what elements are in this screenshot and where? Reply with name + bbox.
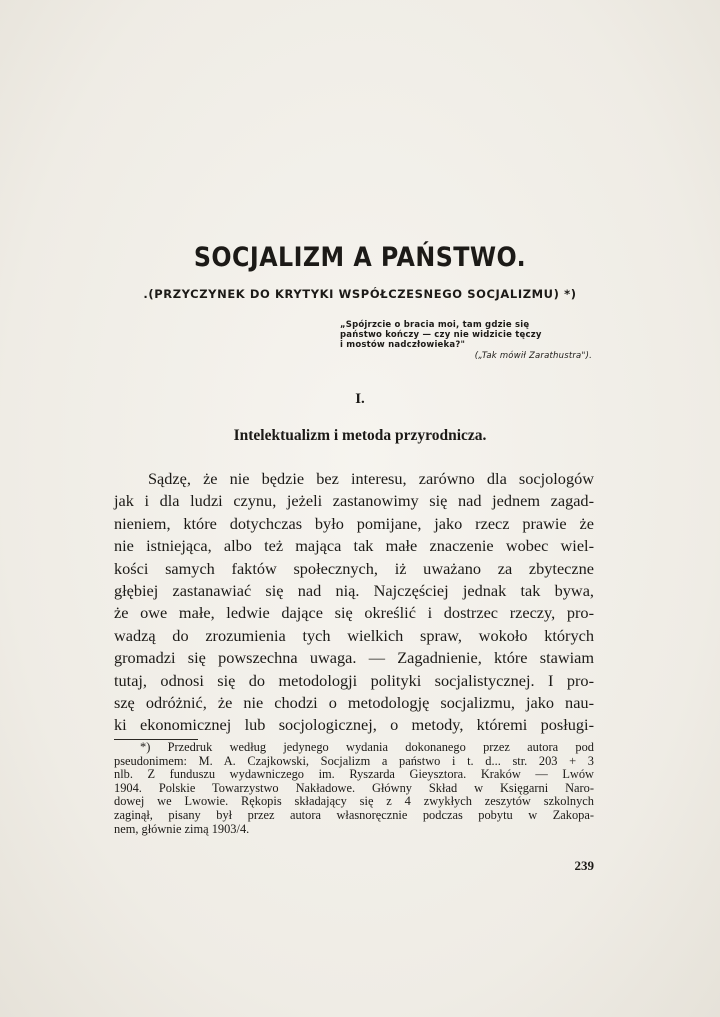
epigraph-line: państwo kończy — czy nie widzicie tęczy (340, 330, 542, 340)
footnote (114, 741, 594, 836)
footnote-line: dowej we Lwowie. Rękopis składający się z 4 zwykłych zeszytów szkolnych (114, 794, 594, 809)
page-number: 239 (574, 858, 594, 873)
body-line: ki ekonomicznej lub socjologicznej, o metody, któremi posługi- (114, 715, 594, 735)
body-line: kości samych faktów społecznych, iż uważano za zbyteczne (114, 558, 594, 578)
body-line: wadzą do zrozumienia tych wielkich spraw, wokoło których (114, 625, 594, 645)
article-title: SOCJALIZM A PAŃSTWO. (193, 242, 527, 273)
footnote-line: nem, głównie zimą 1903/4. (114, 821, 250, 836)
article-subtitle: .(PRZYCZYNEK DO KRYTYKI WSPÓŁCZESNEGO SOCJALIZMU) *) (143, 287, 577, 301)
section-number: I. (355, 391, 365, 407)
body-line: głębiej zastanawiać się nad nią. Najczęściej jednak tak bywa, (114, 581, 594, 601)
body-line: szę odróżnić, że nie chodzi o metodologję socjalizmu, jako nau- (114, 693, 594, 713)
body-line: tutaj, odnosi się do metodologji polityki socjalistycznej. I pro- (114, 670, 594, 690)
footnote-line: pseudonimem: M. A. Czajkowski, Socjalizm a państwo i t. d... str. 203 + 3 (114, 753, 594, 768)
epigraph-citation: („Tak mówił Zarathustra"). (474, 351, 592, 361)
footnote-line: 1904. Polskie Towarzystwo Nakładowe. Główny Skład w Księgarni Naro- (114, 780, 594, 795)
footnote-line: *) Przedruk według jedynego wydania dokonanego przez autora pod (140, 740, 594, 754)
body-paragraph (114, 468, 594, 737)
footnote-line: nlb. Z funduszu wydawniczego im. Ryszarda Gieysztora. Kraków — Lwów (114, 767, 594, 782)
footnote-line: zaginął, pisany był przez autora własnoręcznie podczas pobytu w Zakopa- (114, 807, 594, 822)
body-line: Sądzę, że nie będzie bez interesu, zarówno dla socjologów (148, 469, 594, 488)
body-line: jak i dla ludzi czynu, jeżeli zastanowimy się nad jednem zagad- (114, 491, 594, 511)
body-line: że owe małe, ledwie dające się określić i dostrzec rzeczy, pro- (114, 603, 594, 623)
epigraph-line: i mostów nadczłowieka?" (340, 340, 466, 350)
body-line: nieniem, które dotychczas było pomijane, jako rzecz prawie że (114, 513, 594, 533)
epigraph (340, 320, 592, 361)
epigraph-line: „Spójrzcie o bracia moi, tam gdzie się (340, 320, 530, 330)
body-line: nie istniejąca, albo też mająca tak małe znaczenie wobec wiel- (114, 536, 594, 556)
section-heading: Intelektualizm i metoda przyrodnicza. (233, 427, 487, 444)
body-line: gromadzi się powszechna uwaga. — Zagadnienie, które stawiam (114, 648, 594, 668)
